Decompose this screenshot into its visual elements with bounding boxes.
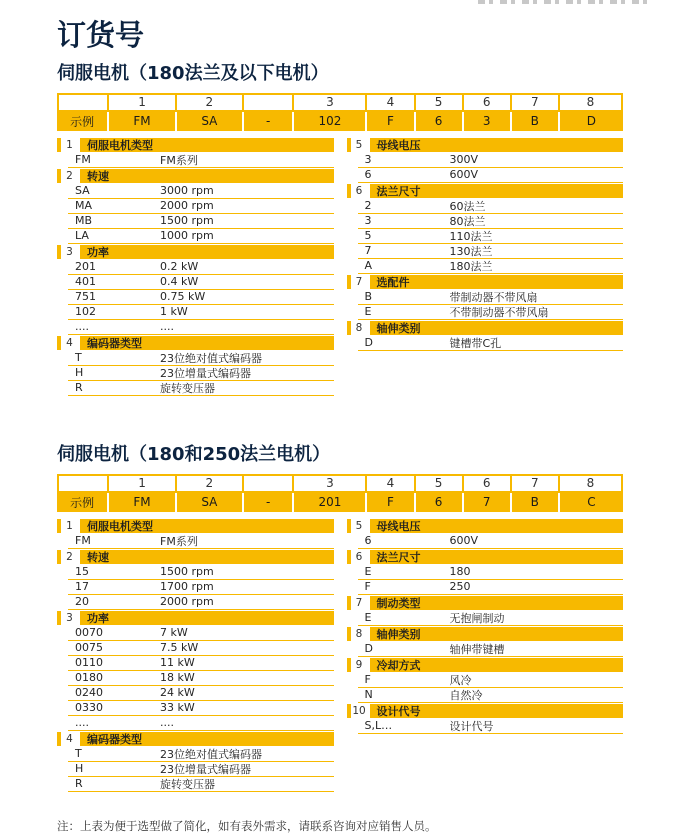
legend-item (68, 381, 334, 396)
item-code: E (364, 611, 372, 625)
right-column (347, 137, 624, 351)
item-code: S,L… (364, 719, 393, 733)
item-code: F (364, 580, 371, 594)
item-code: 6 (364, 168, 372, 182)
position-cell: 2 (175, 93, 242, 112)
item-code: 6 (364, 534, 372, 548)
group-number: 9 (347, 658, 368, 672)
item-description: 130法兰 (449, 244, 493, 258)
legend-item (68, 595, 334, 610)
example-cell: 示例 (57, 112, 107, 131)
item-description: 7.5 kW (160, 641, 199, 655)
item-description: 风冷 (449, 673, 472, 687)
item-description: 24 kW (160, 686, 195, 700)
item-code: 5 (364, 229, 372, 243)
group-header (347, 275, 624, 289)
position-cell (57, 93, 107, 112)
position-cell: 6 (462, 474, 510, 493)
item-code: 2 (364, 199, 372, 213)
group-number: 7 (347, 596, 368, 610)
item-description: 80法兰 (449, 214, 486, 228)
item-code: 102 (75, 305, 96, 319)
position-cell (57, 474, 107, 493)
legend-item (358, 168, 624, 183)
item-description: 33 kW (160, 701, 195, 715)
legend-item (68, 656, 334, 671)
legend-item (68, 534, 334, 549)
legend-item (68, 701, 334, 716)
item-description: 23位绝对值式编码器 (160, 351, 262, 365)
item-code: .... (75, 716, 89, 730)
order-code-table (57, 474, 623, 512)
item-code: D (364, 336, 373, 350)
legend-item (68, 641, 334, 656)
example-cell: FM (107, 112, 174, 131)
right-column (347, 518, 624, 734)
group-number: 6 (347, 550, 368, 564)
item-description: .... (160, 716, 174, 730)
legend-item (68, 626, 334, 641)
group-title: 母线电压 (370, 519, 624, 533)
position-cell: 1 (107, 474, 174, 493)
group-number: 8 (347, 321, 368, 335)
legend-item (68, 153, 334, 168)
item-description: 600V (449, 534, 479, 548)
item-code: D (364, 642, 373, 656)
group-number: 4 (57, 732, 78, 746)
item-code: T (75, 747, 82, 761)
group-header (57, 732, 334, 746)
item-code: 3 (364, 214, 372, 228)
group-header (347, 627, 624, 641)
item-code: .... (75, 320, 89, 334)
item-code: T (75, 351, 82, 365)
group-number: 2 (57, 550, 78, 564)
group-number: 6 (347, 184, 368, 198)
group-title: 法兰尺寸 (370, 184, 624, 198)
footnote: 注：上表为便于选型做了简化，如有表外需求，请联系咨询对应销售人员。 (57, 818, 437, 833)
item-code: FM (75, 153, 91, 167)
legend-item (358, 290, 624, 305)
group-number: 10 (347, 704, 368, 718)
item-code: MA (75, 199, 93, 213)
item-description: 2000 rpm (160, 595, 214, 609)
item-description: 180法兰 (449, 259, 493, 273)
item-description: .... (160, 320, 174, 334)
item-description: 250 (449, 580, 471, 594)
legend-item (68, 716, 334, 731)
item-code: SA (75, 184, 90, 198)
group-title: 选配件 (370, 275, 624, 289)
example-cell: B (510, 493, 558, 512)
group-title: 母线电压 (370, 138, 624, 152)
item-description: 23位增量式编码器 (160, 366, 251, 380)
position-cell: 8 (558, 93, 623, 112)
item-code: E (364, 565, 372, 579)
item-code: H (75, 366, 84, 380)
item-description: 2000 rpm (160, 199, 214, 213)
item-code: A (364, 259, 373, 273)
position-cell: 1 (107, 93, 174, 112)
item-description: FM系列 (160, 153, 198, 167)
group-header (57, 611, 334, 625)
item-code: LA (75, 229, 89, 243)
position-cell: 3 (292, 474, 365, 493)
item-code: E (364, 305, 372, 319)
legend-item (68, 747, 334, 762)
example-row (57, 493, 623, 512)
group-number: 3 (57, 245, 78, 259)
item-code: R (75, 777, 83, 791)
legend-item (68, 275, 334, 290)
position-cell: 5 (414, 93, 462, 112)
legend-item (358, 305, 624, 320)
example-cell: SA (175, 493, 242, 512)
left-column (57, 137, 334, 396)
legend-item (68, 565, 334, 580)
item-description: 7 kW (160, 626, 188, 640)
item-description: 23位绝对值式编码器 (160, 747, 262, 761)
item-description: FM系列 (160, 534, 198, 548)
item-code: N (364, 688, 373, 702)
group-header (347, 519, 624, 533)
legend-item (358, 153, 624, 168)
group-header (347, 704, 624, 718)
legend-item (358, 580, 624, 595)
group-title: 冷却方式 (370, 658, 624, 672)
item-description: 键槽带C孔 (449, 336, 502, 350)
item-code: 0110 (75, 656, 103, 670)
item-code: 7 (364, 244, 372, 258)
item-description: 带制动器不带风扇 (449, 290, 538, 304)
item-code: 20 (75, 595, 89, 609)
order-code-table (57, 93, 623, 131)
legend-item (68, 260, 334, 275)
legend-item (358, 199, 624, 214)
group-header (347, 321, 624, 335)
example-cell: D (558, 112, 623, 131)
position-cell: 3 (292, 93, 365, 112)
position-cell: 4 (365, 93, 413, 112)
item-description: 0.4 kW (160, 275, 199, 289)
item-code: B (364, 290, 373, 304)
legend-item (68, 351, 334, 366)
page-content (57, 0, 623, 834)
group-title: 伺服电机类型 (80, 138, 334, 152)
legend-item (68, 671, 334, 686)
group-title: 编码器类型 (80, 336, 334, 350)
item-code: 0070 (75, 626, 103, 640)
item-description: 无抱闸制动 (449, 611, 505, 625)
group-header (57, 336, 334, 350)
group-header (347, 596, 624, 610)
legend-item (68, 184, 334, 199)
example-cell: - (242, 493, 292, 512)
item-description: 旋转变压器 (160, 381, 215, 395)
legend-item (68, 290, 334, 305)
example-cell: 102 (292, 112, 365, 131)
item-code: FM (75, 534, 91, 548)
item-description: 300V (449, 153, 479, 167)
example-cell: F (365, 112, 413, 131)
example-row (57, 112, 623, 131)
position-cell: 8 (558, 474, 623, 493)
legend-item (68, 580, 334, 595)
group-header (57, 245, 334, 259)
position-cell (242, 474, 292, 493)
legend-item (68, 214, 334, 229)
group-header (57, 519, 334, 533)
position-cell: 6 (462, 93, 510, 112)
group-header (57, 169, 334, 183)
legend-item (68, 199, 334, 214)
left-column (57, 518, 334, 792)
item-description: 旋转变压器 (160, 777, 215, 791)
group-header (347, 550, 624, 564)
group-header (57, 550, 334, 564)
group-header (57, 138, 334, 152)
legend-item (68, 366, 334, 381)
group-header (347, 138, 624, 152)
item-description: 1 kW (160, 305, 188, 319)
legend-item (358, 688, 624, 703)
item-code: F (364, 673, 371, 687)
item-code: 0330 (75, 701, 103, 715)
section-subtitle: 伺服电机（180和250法兰电机） (57, 443, 331, 465)
legend-item (358, 565, 624, 580)
legend-item (358, 642, 624, 657)
item-description: 1000 rpm (160, 229, 214, 243)
legend-item (358, 611, 624, 626)
group-header (347, 658, 624, 672)
position-cell: 2 (175, 474, 242, 493)
example-cell: 201 (292, 493, 365, 512)
group-number: 4 (57, 336, 78, 350)
position-cell (242, 93, 292, 112)
group-header (347, 184, 624, 198)
example-cell: - (242, 112, 292, 131)
legend-item (358, 259, 624, 274)
example-cell: 示例 (57, 493, 107, 512)
example-cell: F (365, 493, 413, 512)
legend-item (358, 336, 624, 351)
legend-item (358, 534, 624, 549)
item-description: 23位增量式编码器 (160, 762, 251, 776)
position-cell: 7 (510, 474, 558, 493)
example-cell: B (510, 112, 558, 131)
code-legend-columns (57, 137, 623, 396)
group-number: 1 (57, 519, 78, 533)
group-number: 2 (57, 169, 78, 183)
item-code: 401 (75, 275, 96, 289)
group-title: 轴伸类别 (370, 627, 624, 641)
position-cell: 5 (414, 474, 462, 493)
item-code: 751 (75, 290, 96, 304)
item-description: 不带制动器不带风扇 (449, 305, 549, 319)
example-cell: 6 (414, 112, 462, 131)
legend-item (358, 214, 624, 229)
example-cell: FM (107, 493, 174, 512)
item-description: 1500 rpm (160, 214, 214, 228)
legend-item (68, 686, 334, 701)
group-title: 功率 (80, 245, 334, 259)
item-description: 1500 rpm (160, 565, 214, 579)
item-description: 设计代号 (449, 719, 494, 733)
item-code: R (75, 381, 83, 395)
item-description: 自然冷 (449, 688, 483, 702)
item-description: 轴伸带键槽 (449, 642, 505, 656)
legend-item (68, 320, 334, 335)
position-cell: 4 (365, 474, 413, 493)
group-title: 轴伸类别 (370, 321, 624, 335)
group-title: 法兰尺寸 (370, 550, 624, 564)
section-subtitle: 伺服电机（180法兰及以下电机） (57, 62, 329, 84)
example-cell: 3 (462, 112, 510, 131)
legend-item (358, 229, 624, 244)
group-title: 转速 (80, 169, 334, 183)
legend-item (68, 305, 334, 320)
item-code: 3 (364, 153, 372, 167)
group-title: 功率 (80, 611, 334, 625)
item-code: 17 (75, 580, 89, 594)
group-title: 编码器类型 (80, 732, 334, 746)
item-description: 600V (449, 168, 479, 182)
legend-item (358, 673, 624, 688)
item-description: 3000 rpm (160, 184, 214, 198)
position-row (57, 93, 623, 112)
group-number: 1 (57, 138, 78, 152)
group-number: 3 (57, 611, 78, 625)
item-description: 1700 rpm (160, 580, 214, 594)
example-cell: SA (175, 112, 242, 131)
position-cell: 7 (510, 93, 558, 112)
position-row (57, 474, 623, 493)
item-code: 0075 (75, 641, 103, 655)
item-description: 180 (449, 565, 471, 579)
item-description: 11 kW (160, 656, 195, 670)
legend-item (358, 244, 624, 259)
group-number: 5 (347, 138, 368, 152)
item-code: H (75, 762, 84, 776)
legend-item (358, 719, 624, 734)
example-cell: 6 (414, 493, 462, 512)
group-title: 设计代号 (370, 704, 624, 718)
item-code: 0180 (75, 671, 103, 685)
item-code: 15 (75, 565, 89, 579)
legend-item (68, 229, 334, 244)
group-title: 转速 (80, 550, 334, 564)
group-number: 7 (347, 275, 368, 289)
example-cell: C (558, 493, 623, 512)
item-code: 0240 (75, 686, 103, 700)
group-number: 8 (347, 627, 368, 641)
code-legend-columns (57, 518, 623, 792)
sections-container (57, 59, 623, 792)
item-description: 0.75 kW (160, 290, 206, 304)
item-description: 0.2 kW (160, 260, 199, 274)
item-code: MB (75, 214, 93, 228)
group-title: 制动类型 (370, 596, 624, 610)
page-title: 订货号 (57, 18, 145, 52)
item-code: 201 (75, 260, 96, 274)
item-description: 60法兰 (449, 199, 486, 213)
example-cell: 7 (462, 493, 510, 512)
item-description: 18 kW (160, 671, 195, 685)
group-title: 伺服电机类型 (80, 519, 334, 533)
item-description: 110法兰 (449, 229, 493, 243)
legend-item (68, 762, 334, 777)
legend-item (68, 777, 334, 792)
group-number: 5 (347, 519, 368, 533)
